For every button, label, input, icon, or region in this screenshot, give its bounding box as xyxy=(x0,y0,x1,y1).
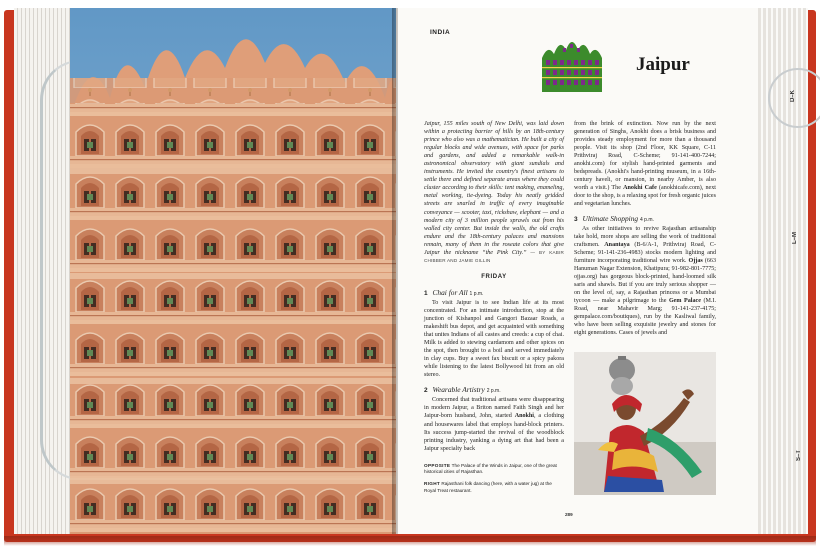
s3-text-c: (B-6/A-1, Prithviraj Road, C-Scheme; 91-141-236-4983) stocks modern lighting and furniture incorporating traditional wire work. xyxy=(574,241,716,264)
section-3-title: Ultimate Shopping xyxy=(582,213,639,223)
folk-dancer-photo xyxy=(574,352,716,495)
continued-paragraph xyxy=(574,120,716,209)
s3-text-a: As other initiatives to revive Rajasthan artisanship take hold, more shops are selling the work of traditional craftsmen. xyxy=(574,225,716,248)
section-2-text-b: , a clothing and housewares label that employs hand-block printers. Its success jump-started the revival of the woodblock printing industry, yanking a dying art that had been a Jaipur specialty back xyxy=(424,413,564,452)
section-3-body xyxy=(574,225,716,338)
cont-text-b: (anokhicafe.com), next door to the shop, is a relaxing spot for fresh organic juices and vegetarian lunches. xyxy=(574,185,716,208)
section-1-number: 1 xyxy=(424,289,428,297)
s3-text-e: (M.I. Road, near Mahavir Marg; 91-141-237-4175; gempalace.com/boutiques), run by the Kasliwal family, who have been selling exquisite jewelry and stones for eight generations. Cases of jewels and xyxy=(574,297,716,337)
photo-captions xyxy=(424,463,564,500)
byline: — BY KABIR CHIBBER AND JAMIE GILLIN xyxy=(424,249,564,263)
section-2-time: 2 p.m. xyxy=(486,388,501,395)
caption-opposite xyxy=(424,463,564,475)
section-1-time: 1 p.m. xyxy=(469,290,484,297)
anantaya-bold: Anantaya xyxy=(604,241,630,248)
anokhi-cafe-bold: Anokhi Cafe xyxy=(623,185,657,192)
city-title: Jaipur xyxy=(636,54,690,75)
caption-right xyxy=(424,481,564,493)
book-shadow xyxy=(4,536,816,546)
intro-paragraph xyxy=(424,120,564,265)
side-tab-d-k: D–K xyxy=(790,90,796,103)
side-tab-s-t: S–T xyxy=(796,450,802,462)
section-3-time: 4 p.m. xyxy=(639,216,654,223)
country-label: INDIA xyxy=(430,29,451,36)
text-column-right xyxy=(574,120,716,337)
section-1-heading xyxy=(424,288,564,299)
section-2-title: Wearable Artistry xyxy=(432,385,485,395)
palace-of-winds-photo xyxy=(70,8,396,534)
day-heading: FRIDAY xyxy=(481,273,507,280)
caption-label-opposite: OPPOSITE xyxy=(424,463,451,468)
section-2-body xyxy=(424,396,564,452)
intro-text: Jaipur, 155 miles south of New Delhi, was laid down within a protecting barrier of hills by an 18th-century prince who also was a mathematician. He built a city of regular blocks and wide avenues, with space for parks and gardens, and added a remarkable walk-in astronomical observatory with giant sundials and instruments. He invited the country's finest artisans to settle there and defined separate areas where they could cluster according to their skills: tent making, enameling, metal working, tie-dyeing. Today his neatly gridded streets are snarled in traffic of every imaginable conveyance — scooter, taxi, rickshaw, elephant — and a modern city of 3 million people sprawls out from his walled city center. But inside the walls, the old crafts endure and the 18th-century palaces and mansions remain, many of them in the roseate colors that give Jaipur the nickname “the Pink City.” xyxy=(424,121,564,256)
caption-label-right: RIGHT xyxy=(424,481,441,487)
section-2-number: 2 xyxy=(424,387,428,395)
section-1-title: Chai for All xyxy=(432,287,468,297)
page-number: 289 xyxy=(565,512,573,517)
caption-text-opposite: The Palace of the Winds in Jaipur, one of the great historical cities of Rajasthan. xyxy=(424,463,557,475)
section-2-heading xyxy=(424,385,564,396)
section-3-number: 3 xyxy=(574,215,578,223)
palace-illustration-icon xyxy=(540,34,604,92)
section-1-body: To visit Jaipur is to see Indian life at its most concentrated. For an intimate introduction, stop at the junction of Kishanpol and Gangori Bazaar Roads, a makeshift bus depot, and get acquainted with something that unites Indians of all castes and creeds: a cup of chai. Milk is added to stewing cardamom and other spices on the spot, then brought to a boil and served immediately in clay cups. Buy a sweet fax biscuit or a spicy pakora while listening to the latest Bollywood hit from an old stereo. xyxy=(424,299,564,379)
ojjas-bold: Ojjas xyxy=(688,257,703,264)
section-3-heading xyxy=(574,214,716,225)
caption-text-right: Rajasthani folk dancing (here, with a water jug) at the Royal Treat restaurant. xyxy=(424,481,552,493)
section-2-text-a: Concerned that traditional artisans were disappearing in modern Jaipur, a Briton named Faith Singh and her Jaipur-born husband, John, started xyxy=(424,397,564,420)
anokhi-bold: Anokhi xyxy=(514,413,534,420)
text-column-left xyxy=(424,120,564,453)
gem-palace-bold: Gem Palace xyxy=(668,297,701,304)
side-tab-l-m: L–M xyxy=(792,232,798,244)
cont-text-a: from the brink of extinction. Now run by the next generation of Singhs, Anokhi does a brisk business and provides steady employment for more than a thousand people. Visit its shop (2nd Floor, KK Square, C-11 Prithviraj Road, C-Scheme; 91-141-400-7244; anokhi.com) for stylish hand-printed garments and bedspreads. (Anokhi's hand-printing museum, in a 16th-century haveli, or mansion, in nearby Amber, is also worth a visit.) The xyxy=(574,121,716,192)
s3-text-d: (663 Hanuman Nagar Extension, Khatipura; 91-982-801-7775; ojjas.org) has gorgeous block-printed, hand-loomed silk saris and shawls. But if you are truly serious shopper — on the level of, say, a Rajasthan princess or a Mumbai tycoon — make a pilgrimage to the xyxy=(574,257,716,304)
